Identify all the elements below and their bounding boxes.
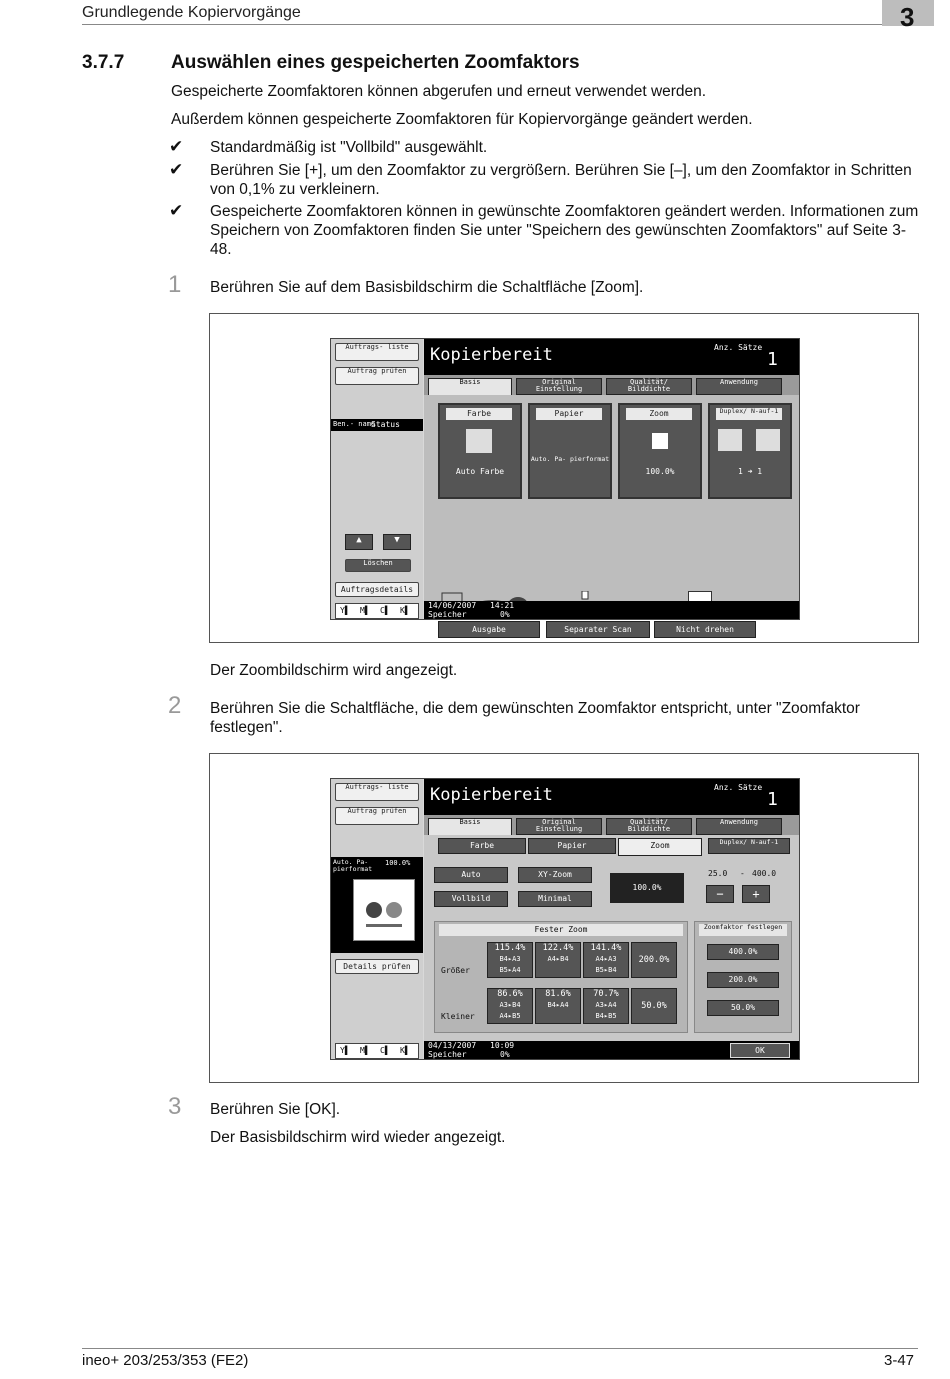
col-name-label: Ben.- name: [333, 420, 376, 428]
col-status-label: Status: [371, 420, 400, 429]
paper-to: A3: [608, 955, 617, 963]
button-value: 1 ➜ 1: [737, 467, 763, 476]
zoom-pct: 115.4%: [494, 943, 526, 953]
paper-conversion: A4▸A3 B5▸B4: [595, 955, 617, 974]
toner-c: C▌: [380, 606, 390, 615]
minimal-button[interactable]: Minimal: [518, 891, 592, 907]
paper-to: B4: [512, 1001, 521, 1009]
reduce-label: Kleiner: [441, 1012, 475, 1021]
minus-button[interactable]: −: [706, 885, 734, 903]
intro-paragraph: Außerdem können gespeicherte Zoomfaktoren für Kopiervorgänge geändert werden.: [171, 111, 753, 128]
button-caption: Duplex/ N-auf-1: [716, 408, 782, 420]
footer-rule: [82, 1348, 918, 1349]
toner-y: Y▌: [340, 1046, 350, 1055]
tab-basis[interactable]: Basis: [428, 818, 512, 837]
step-number: 2: [168, 692, 182, 719]
title-bar: [424, 339, 799, 375]
zoom-81-button[interactable]: [535, 988, 581, 1024]
intro-paragraph: Gespeicherte Zoomfaktoren können abgerufen und erneut verwendet werden.: [171, 83, 707, 100]
check-icon: ✔: [169, 160, 184, 179]
running-header: Grundlegende Kopiervorgänge: [82, 4, 301, 21]
subtab-zoom[interactable]: Zoom: [618, 838, 702, 856]
fixed-zoom-title: Fester Zoom: [439, 924, 683, 936]
tab-quality[interactable]: Qualität/ Bilddichte: [606, 378, 692, 395]
step-result: Der Zoombildschirm wird angezeigt.: [210, 662, 458, 679]
toner-y: Y▌: [340, 606, 350, 615]
zoom-icon: [652, 433, 668, 449]
copies-value: 1: [767, 349, 778, 370]
zoom-pct: 141.4%: [590, 943, 622, 953]
color-button[interactable]: [438, 403, 522, 499]
paper-from: B5: [499, 966, 508, 974]
step-result: Der Basisbildschirm wird wieder angezeigt.: [210, 1129, 506, 1146]
duplex-icon: [756, 429, 780, 451]
tab-bar: [424, 375, 799, 395]
button-caption: Papier: [536, 408, 602, 420]
button-value: Auto. Pa- pierformat: [530, 455, 610, 463]
header-rule: [82, 24, 882, 25]
zoom-pct: 81.6%: [545, 989, 571, 999]
preview-paper: Auto. Pa- pierformat: [333, 858, 373, 873]
paper-from: A4: [547, 955, 556, 963]
job-details-button[interactable]: Auftragsdetails: [335, 582, 419, 597]
paper-to: A3: [512, 955, 521, 963]
details-check-button[interactable]: Details prüfen: [335, 959, 419, 974]
tab-application[interactable]: Anwendung: [696, 378, 782, 395]
zoom-122-button[interactable]: [535, 942, 581, 978]
screenshot-frame-zoom: [209, 753, 919, 1083]
button-value: Auto Farbe: [455, 467, 505, 476]
paper-to: A4: [608, 1001, 617, 1009]
paper-to: B4: [608, 966, 617, 974]
ok-button[interactable]: OK: [730, 1043, 790, 1058]
bullet-text: Gespeicherte Zoomfaktoren können in gewünschte Zoomfaktoren geändert werden. Informationen zum Speichern von Zoomfaktoren finden Sie unter "Speichern des gewünschten Zoomfaktors" auf Seite 3-48.: [210, 203, 919, 258]
paper-to: B4: [560, 955, 569, 963]
job-check-button[interactable]: Auftrag prüfen: [335, 807, 419, 825]
tab-bar: [424, 815, 799, 835]
tab-application[interactable]: Anwendung: [696, 818, 782, 835]
separate-scan-button[interactable]: Separater Scan: [546, 621, 650, 638]
xy-zoom-button[interactable]: XY-Zoom: [518, 867, 592, 883]
preset-400-button[interactable]: 400.0%: [707, 944, 779, 960]
arrow-up-icon: ▲: [356, 535, 362, 545]
zoom-panel: [424, 835, 799, 1041]
toner-k: K▌: [400, 606, 410, 615]
enlarge-label: Größer: [441, 966, 470, 975]
paper-from: A3: [595, 1001, 604, 1009]
tab-quality[interactable]: Qualität/ Bilddichte: [606, 818, 692, 835]
status-memory: Speicher: [428, 610, 467, 619]
zoom-70-button[interactable]: [583, 988, 629, 1024]
scroll-down-button[interactable]: [383, 534, 411, 550]
toner-c: C▌: [380, 1046, 390, 1055]
button-value: 100.0%: [645, 467, 675, 476]
zoom-pct: 70.7%: [593, 989, 619, 999]
arrow-down-icon: ▼: [394, 535, 400, 545]
step-number: 3: [168, 1093, 182, 1120]
screen-title: Kopierbereit: [430, 345, 553, 365]
paper-from: A4: [499, 1012, 508, 1020]
range-max: 400.0: [752, 869, 777, 878]
job-list-header: [331, 419, 423, 431]
range-separator: -: [740, 869, 745, 878]
paper-from: B5: [595, 966, 604, 974]
step-text: Berühren Sie auf dem Basisbildschirm die Schaltfläche [Zoom].: [210, 279, 644, 296]
color-icon: [466, 429, 492, 453]
footer-model: ineo+ 203/253/353 (FE2): [82, 1352, 249, 1369]
bullet-text: Standardmäßig ist "Vollbild" ausgewählt.: [210, 139, 488, 156]
paper-to: A4: [512, 966, 521, 974]
delete-button[interactable]: Löschen: [345, 559, 411, 572]
no-rotate-button[interactable]: Nicht drehen: [654, 621, 756, 638]
paper-from: B4: [595, 1012, 604, 1020]
range-min: 25.0: [708, 869, 728, 878]
section-number: 3.7.7: [82, 52, 125, 73]
side-panel: [331, 779, 423, 1059]
duplex-button[interactable]: [708, 403, 792, 499]
check-icon: ✔: [169, 137, 184, 156]
output-button[interactable]: Ausgabe: [438, 621, 540, 638]
paper-from: B4: [547, 1001, 556, 1009]
toner-indicator: [335, 1043, 419, 1059]
zoom-200-button[interactable]: 200.0%: [631, 942, 677, 978]
full-size-button[interactable]: Vollbild: [434, 891, 508, 907]
copier-screen-zoom: [330, 778, 800, 1060]
fixed-zoom-group: [434, 921, 688, 1033]
preview-panel: [331, 857, 423, 953]
paper-button[interactable]: [528, 403, 612, 499]
preset-zoom-group: [694, 921, 792, 1033]
toner-m: M▌: [360, 1046, 370, 1055]
step-text: Berühren Sie die Schaltfläche, die dem gewünschten Zoomfaktor entspricht, unter "Zoomfaktor festlegen".: [210, 700, 860, 736]
plus-button[interactable]: +: [742, 885, 770, 903]
zoom-button[interactable]: [618, 403, 702, 499]
page-number: 3-47: [884, 1352, 915, 1369]
title-bar: [424, 779, 799, 815]
zoom-141-button[interactable]: [583, 942, 629, 978]
status-date: 14/06/2007: [428, 601, 477, 610]
preset-title: Zoomfaktor festlegen: [699, 924, 787, 936]
step-number: 1: [168, 271, 182, 298]
paper-conversion: B4▸A4: [547, 1001, 569, 1009]
paper-conversion: A3▸B4 A4▸B5: [499, 1001, 521, 1020]
screenshot-frame-basis: [209, 313, 919, 643]
paper-from: A4: [595, 955, 604, 963]
paper-conversion: A4▸B4: [547, 955, 569, 963]
tab-original[interactable]: Original Einstellung: [516, 378, 602, 395]
paper-to: B5: [512, 1012, 521, 1020]
tab-basis[interactable]: Basis: [428, 378, 512, 397]
subtab-color[interactable]: Farbe: [438, 838, 526, 854]
paper-conversion: A3▸A4 B4▸B5: [595, 1001, 617, 1020]
paper-to: B5: [608, 1012, 617, 1020]
copies-label: Anz. Sätze: [714, 783, 763, 792]
chapter-number: 3: [900, 2, 915, 32]
status-percent: 0%: [500, 610, 510, 619]
zoom-pct: 86.6%: [497, 989, 523, 999]
page-preview-icon: [353, 879, 415, 941]
status-bar: [424, 601, 799, 619]
step-text: Berühren Sie [OK].: [210, 1101, 341, 1118]
screen-title: Kopierbereit: [430, 785, 553, 805]
status-percent: 0%: [500, 1050, 510, 1059]
zoom-display: 100.0%: [610, 873, 684, 903]
status-bar: [424, 1041, 799, 1059]
scroll-up-button[interactable]: [345, 534, 373, 550]
paper-from: A3: [499, 1001, 508, 1009]
subtab-paper[interactable]: Papier: [528, 838, 616, 854]
section-title: Auswählen eines gespeicherten Zoomfaktors: [171, 52, 580, 73]
zoom-50-button[interactable]: 50.0%: [631, 988, 677, 1024]
button-caption: Farbe: [446, 408, 512, 420]
toner-m: M▌: [360, 606, 370, 615]
bullet-text: Berühren Sie [+], um den Zoomfaktor zu vergrößern. Berühren Sie [–], um den Zoomfaktor in Schritten von 0,1% zu verkleinern.: [210, 162, 912, 198]
job-list-button[interactable]: Auftrags- liste: [335, 783, 419, 801]
copies-label: Anz. Sätze: [714, 343, 763, 352]
status-time: 14:21: [490, 601, 515, 610]
zoom-86-button[interactable]: [487, 988, 533, 1024]
paper-conversion: B4▸A3 B5▸A4: [499, 955, 521, 974]
preview-zoom: 100.0%: [385, 859, 411, 867]
check-icon: ✔: [169, 201, 184, 220]
status-memory: Speicher: [428, 1050, 467, 1059]
subtab-duplex[interactable]: Duplex/ N-auf-1: [708, 838, 790, 854]
zoom-115-button[interactable]: [487, 942, 533, 978]
paper-to: A4: [560, 1001, 569, 1009]
status-date: 04/13/2007: [428, 1041, 477, 1050]
zoom-pct: 122.4%: [542, 943, 574, 953]
job-check-button[interactable]: Auftrag prüfen: [335, 367, 419, 385]
preset-50-button[interactable]: 50.0%: [707, 1000, 779, 1016]
job-list-button[interactable]: Auftrags- liste: [335, 343, 419, 361]
toner-indicator: [335, 603, 419, 619]
side-panel: [331, 339, 423, 619]
status-time: 10:09: [490, 1041, 515, 1050]
copies-value: 1: [767, 789, 778, 810]
button-caption: Zoom: [626, 408, 692, 420]
toner-k: K▌: [400, 1046, 410, 1055]
auto-zoom-button[interactable]: Auto: [434, 867, 508, 883]
tab-original[interactable]: Original Einstellung: [516, 818, 602, 835]
copier-screen-basis: [330, 338, 800, 634]
paper-from: B4: [499, 955, 508, 963]
preset-200-button[interactable]: 200.0%: [707, 972, 779, 988]
duplex-icon: [718, 429, 742, 451]
